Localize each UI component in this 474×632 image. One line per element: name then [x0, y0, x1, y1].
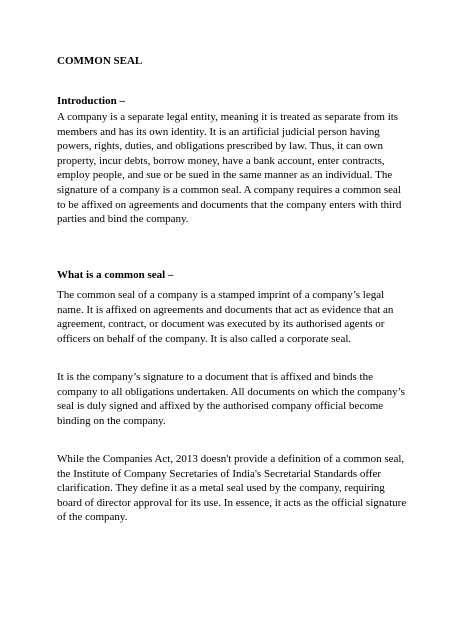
paragraph-line: board of director approval for its use. In essence, it acts as the official signature — [57, 496, 407, 509]
paragraph-line: parties and bind the company. — [57, 213, 189, 226]
document-title: COMMON SEAL — [57, 55, 143, 67]
section-heading-what-is-common-seal: What is a common seal – — [57, 269, 174, 281]
section-heading-introduction: Introduction – — [57, 95, 125, 107]
paragraph-line: powers, rights, duties, and obligations prescribed by law. Thus, it can own — [57, 140, 383, 153]
paragraph-line: A company is a separate legal entity, meaning it is treated as separate from its — [57, 111, 399, 123]
paragraph-line: company to all obligations undertaken. All documents on which the company’s — [57, 385, 405, 398]
paragraph-line: It is the company’s signature to a document that is affixed and binds the — [57, 371, 373, 383]
paragraph-line: members and has its own identity. It is an artificial judicial person having — [57, 125, 380, 138]
signature-paragraph — [57, 370, 419, 428]
paragraph-line: binding on the company. — [57, 414, 166, 427]
paragraph-line: agreement, contract, or document was executed by its authorised agents or — [57, 318, 385, 331]
definition-paragraph — [57, 288, 419, 346]
companies-act-paragraph — [57, 452, 419, 525]
paragraph-line: seal is duly signed and affixed by the authorised company official become — [57, 400, 384, 413]
paragraph-line: While the Companies Act, 2013 doesn't provide a definition of a common seal, — [57, 453, 405, 465]
paragraph-line: The common seal of a company is a stamped imprint of a company’s legal — [57, 289, 385, 301]
paragraph-line: of the company. — [57, 511, 128, 524]
introduction-paragraph — [57, 110, 419, 227]
paragraph-line: name. It is affixed on agreements and documents that act as evidence that an — [57, 303, 394, 316]
paragraph-line: signature of a company is a common seal. A company requires a common seal — [57, 183, 401, 196]
paragraph-line: to be affixed on agreements and documents that the company enters with third — [57, 198, 402, 211]
paragraph-line: clarification. They define it as a metal seal used by the company, requiring — [57, 482, 385, 495]
paragraph-line: employ people, and sue or be sued in the same manner as an individual. The — [57, 169, 393, 182]
paragraph-line: property, incur debts, borrow money, have a bank account, enter contracts, — [57, 154, 385, 167]
paragraph-line: the Institute of Company Secretaries of India's Secretarial Standards offer — [57, 467, 382, 480]
paragraph-line: officers on behalf of the company. It is also called a corporate seal. — [57, 332, 352, 345]
